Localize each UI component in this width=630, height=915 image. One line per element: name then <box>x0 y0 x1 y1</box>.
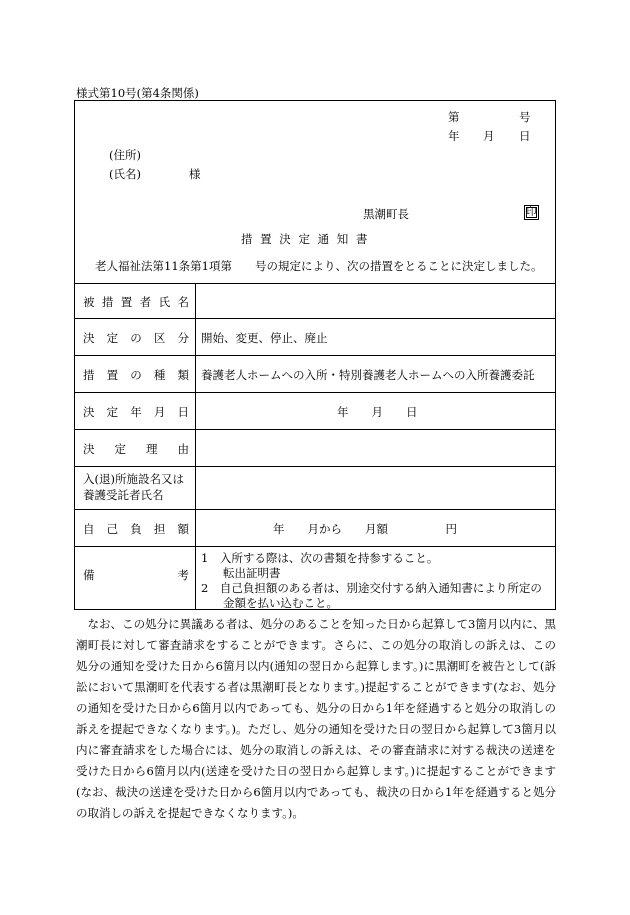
label-decision-date: 決 定 年 月 日 <box>83 405 189 419</box>
notice-form <box>74 100 556 610</box>
intro-text: 老人福祉法第11条第1項第 号の規定により、次の措置をとることに決定しました。 <box>95 259 543 273</box>
label-subject-name: 被 措 置 者 氏 名 <box>83 295 189 309</box>
address-label: (住所) <box>109 148 141 162</box>
remark-item-2-line2: 金額を払い込むこと。 <box>223 596 338 610</box>
date-day: 日 <box>519 129 531 143</box>
label-self-pay: 自 己 負 担 額 <box>83 522 189 536</box>
value-decision-date: 年 月 日 <box>337 405 418 419</box>
row-divider <box>75 429 555 430</box>
label-facility-line1: 入(退)所施設名又は <box>83 472 184 486</box>
remark-item-1-sub: 転出証明書 <box>223 566 281 580</box>
row-divider <box>75 355 555 356</box>
form-number-label: 様式第10号(第4条関係) <box>76 86 199 100</box>
label-remarks: 備 考 <box>83 568 189 582</box>
appeal-notice-text: なお、この処分に異議ある者は、処分のあることを知った日から起算して3箇月以内に、黒潮町長に対して審査請求をすることができます。さらに、この処分の取消しの訴えは、この処分の通知を受けた日から6箇月以内(通知の翌日から起算します。)に黒潮町を被告として(訴訟において黒潮町を代表する者は黒潮町長となります。)提起することができます(なお、処分の通知を受けた日から6箇月以内であっても、処分の日から1年を経過すると処分の取消しの訴えを提起できなくなります。)。ただし、処分の通知を受けた日の翌日から起算して3箇月以内に審査請求をした場合には、処分の取消しの訴えは、その審査請求に対する裁決の送達を受けた日から6箇月以内(送達を受けた日の翌日から起算します。)に提起することができます(なお、裁決の送達を受けた日から6箇月以内であっても、裁決の日から1年を経過すると処分の取消しの訴えを提起できなくなります。)。 <box>76 617 556 820</box>
label-decision-reason: 決 定 理 由 <box>83 442 189 456</box>
document-title: 措 置 決 定 通 知 書 <box>241 232 370 246</box>
row-divider <box>75 546 555 547</box>
column-divider <box>195 284 196 610</box>
value-decision-type: 開始、変更、停止、廃止 <box>201 331 328 345</box>
row-divider <box>75 509 555 510</box>
number-prefix: 第 <box>448 110 460 124</box>
label-measure-type: 措 置 の 種 類 <box>83 368 189 382</box>
value-self-pay: 年 月から 月額 円 <box>273 522 457 536</box>
seal-text: 印 <box>526 207 537 218</box>
table-top-rule <box>75 283 555 284</box>
date-year: 年 <box>448 129 460 143</box>
value-measure-type: 養護老人ホームへの入所・特別養護老人ホームへの入所養護委託 <box>201 368 535 382</box>
remark-item-1: 1 入所する際は、次の書類を持参すること。 <box>201 551 439 565</box>
name-label: (氏名) <box>109 167 141 181</box>
label-decision-type: 決 定 の 区 分 <box>83 331 189 345</box>
row-divider <box>75 392 555 393</box>
issuer-name: 黒潮町長 <box>363 207 409 221</box>
honorific: 様 <box>189 167 201 181</box>
label-facility-line2: 養護受託者氏名 <box>83 488 164 502</box>
number-suffix: 号 <box>519 110 531 124</box>
seal-stamp <box>524 205 539 220</box>
appeal-notice <box>76 614 556 824</box>
remark-item-2-line1: 2 自己負担額のある者は、別途交付する納入通知書により所定の <box>201 581 542 595</box>
row-divider <box>75 318 555 319</box>
row-divider <box>75 466 555 467</box>
date-month: 月 <box>483 129 495 143</box>
